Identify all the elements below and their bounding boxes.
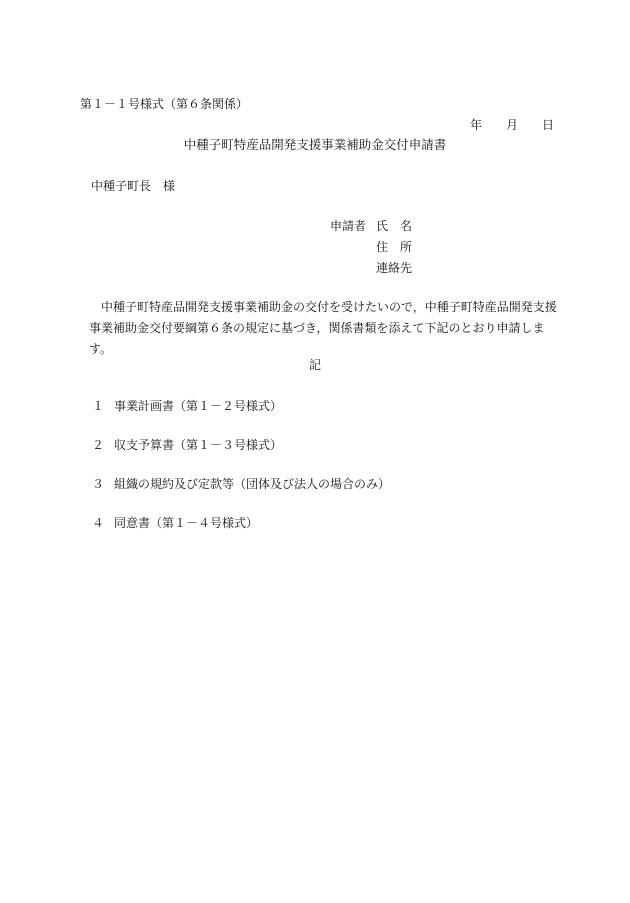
form-number: 第１－１号様式（第６条関係）: [80, 97, 249, 111]
document-title: 中種子町特産品開発支援事業補助金交付申請書: [183, 137, 447, 152]
list-item: [92, 517, 390, 556]
item-number: ３: [92, 477, 105, 491]
item-number: ４: [92, 516, 105, 530]
applicant-prefix: 申請者: [330, 219, 367, 233]
date-day-label: 日: [542, 118, 555, 132]
addressee: [91, 180, 175, 192]
item-number: １: [92, 399, 105, 413]
item-text: 事業計画書（第１－２号様式）: [114, 399, 283, 413]
addressee-name: 中種子町長: [91, 179, 152, 193]
item-text: 同意書（第１－４号様式）: [114, 516, 259, 530]
list-item: [92, 400, 390, 439]
body-paragraph: [89, 297, 559, 360]
applicant-row-name: [330, 220, 412, 241]
applicant-row-address: [330, 241, 412, 262]
attachment-list: [92, 400, 390, 556]
date-line: [470, 119, 554, 131]
list-item: [92, 478, 390, 517]
applicant-row-contact: [330, 262, 412, 283]
item-text: 組織の規約及び定款等（団体及び法人の場合のみ）: [114, 477, 391, 491]
applicant-name-label: 氏 名: [376, 219, 413, 233]
date-month-label: 月: [506, 118, 519, 132]
body-text: 中種子町特産品開発支援事業補助金の交付を受けたいので，中種子町特産品開発支援事業補助金交付要綱第６条の規定に基づき，関係書類を添えて下記のとおり申請します。: [89, 300, 557, 356]
applicant-contact-label: 連絡先: [376, 261, 413, 275]
list-item: [92, 439, 390, 478]
applicant-block: [330, 220, 412, 283]
addressee-honorific: 様: [163, 179, 176, 193]
item-number: ２: [92, 438, 105, 452]
applicant-address-label: 住 所: [376, 240, 413, 254]
ki-heading: 記: [308, 358, 321, 372]
item-text: 収支予算書（第１－３号様式）: [114, 438, 283, 452]
date-year-label: 年: [470, 118, 483, 132]
